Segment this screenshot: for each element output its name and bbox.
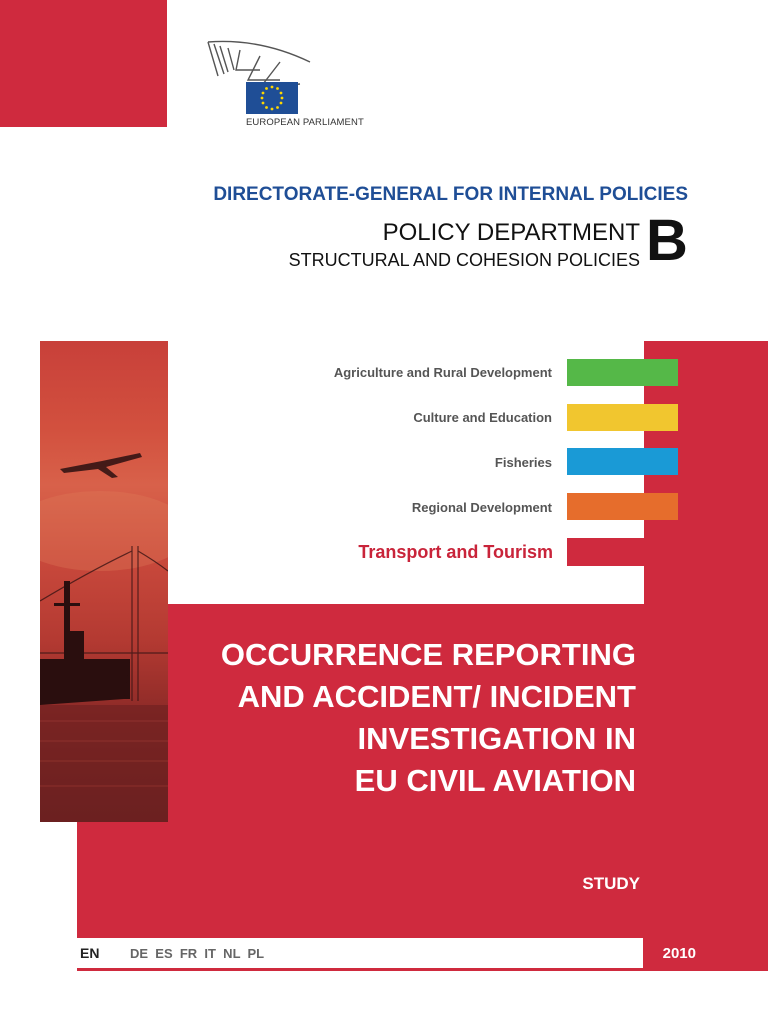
theme-label-fisheries: Fisheries (494, 455, 552, 470)
theme-label-regional: Regional Development (411, 500, 552, 515)
theme-swatch-fisheries (567, 448, 678, 475)
theme-label-culture: Culture and Education (413, 410, 552, 425)
current-language: EN (80, 945, 100, 961)
publication-year: 2010 (662, 945, 696, 962)
active-theme-label: Transport and Tourism (358, 542, 553, 562)
theme-label-agriculture: Agriculture and Rural Development (333, 365, 552, 380)
active-theme-bar (567, 538, 644, 566)
directorate-title: DIRECTORATE-GENERAL FOR INTERNAL POLICIES (213, 184, 688, 205)
cover-photo (40, 341, 168, 822)
subdepartment-title: STRUCTURAL AND COHESION POLICIES (288, 250, 640, 270)
theme-swatch-regional (567, 493, 678, 520)
theme-swatch-agriculture (567, 359, 678, 386)
department-letter: B (646, 208, 688, 273)
theme-swatch-culture (567, 404, 678, 431)
right-red-column (644, 341, 768, 971)
airplane-bridge-ship-image-icon (40, 341, 168, 822)
logo-caption: EUROPEAN PARLIAMENT (246, 117, 364, 128)
department-title: POLICY DEPARTMENT (382, 219, 640, 246)
other-languages: DE ES FR IT NL PL (130, 946, 265, 961)
corner-red-block (0, 0, 167, 127)
title-line: EU CIVIL AVIATION (354, 763, 636, 798)
title-line: AND ACCIDENT/ INCIDENT (237, 679, 636, 714)
title-line: OCCURRENCE REPORTING (220, 637, 636, 672)
document-type: STUDY (582, 874, 640, 893)
title-line: INVESTIGATION IN (357, 721, 636, 756)
report-title (160, 634, 636, 802)
